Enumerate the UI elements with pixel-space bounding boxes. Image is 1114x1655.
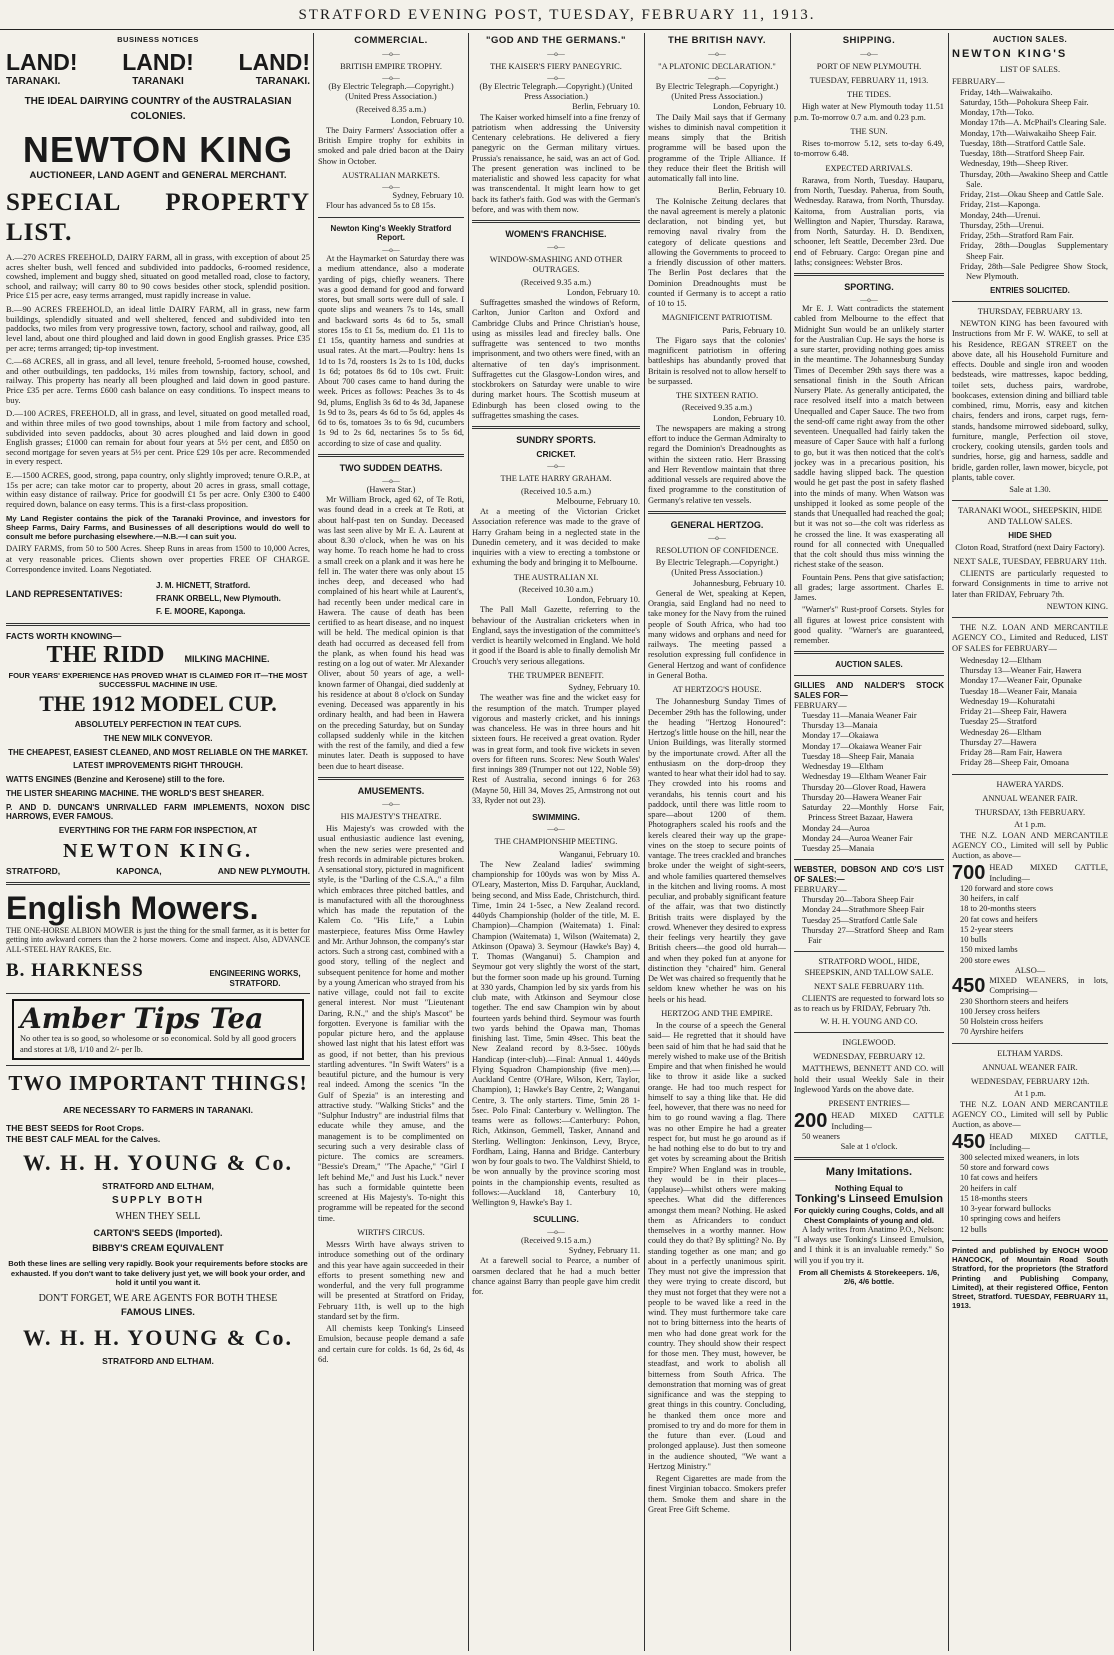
article-text: The Pall Mall Gazette, referring to the behaviour of the Australian cricketers when in England, says the investigation of the committee's verdict is heartily welcomed in England. We hold it good if the Board is able to finally demolish Mr Crouch's very serious allegations. <box>472 605 640 666</box>
stratford-eltham-2: STRATFORD AND ELTHAM. <box>102 1355 214 1366</box>
column-rule <box>948 33 949 1651</box>
english-mowers-title: English Mowers. <box>6 889 259 926</box>
supply-both: SUPPLY BOTH <box>111 1195 205 1207</box>
property-d: D.—100 ACRES, FREEHOLD, all in grass, and level, situated on good metalled road, and within three miles of two good townships, about 1 mile from factory and school, subdivided into seven paddocks, about 30 acres ploughed and laid down in good English grasses; £1000 can remain for about four years at 5½ per cent, and £850 on second mortgage for seven years at 5½ per cent. Price £29 10s per acre. Recommended in every respect. <box>6 408 310 467</box>
amber-tips-tea-ad <box>12 999 304 1060</box>
article-text: The Dairy Farmers' Association offer a British Empire trophy for exhibits in smoked and pale dried bacon at the Dairy Show in October. <box>318 125 464 166</box>
milking-machine: MILKING MACHINE. <box>184 654 270 665</box>
land-representatives: LAND REPRESENTATIVES: J. M. HICNETT, Stratford. FRANK ORBELL, New Plymouth. F. E. MOORE, Kaponga. <box>6 581 281 617</box>
both-lines-text: Both these lines are selling very rapidly. Book your requirements before stocks are exhausted. If you don't want to take delivery just yet, we will book your order, and hold it until you want it. <box>8 1259 308 1287</box>
best-seeds: THE BEST SEEDS for Root Crops. <box>6 1123 144 1134</box>
article-heading: SPORTING. <box>844 282 894 293</box>
milk-conveyor: THE NEW MILK CONVEYOR. <box>103 733 213 743</box>
column-business-notices <box>6 33 310 1651</box>
column-rule <box>790 33 791 1651</box>
amber-tips-title: Amber Tips Tea <box>20 1002 264 1036</box>
property-e: E.—1500 ACRES, good, strong, papa country, only slightly improved; tenure O.R.P., at 15s per acre; can take motor car to property, about 20 acres in grass, small cottage, within easy distance of railway. Price for goodwill £1 5s per acre. Only £300 to £400 required down, balance on easy terms. This is a first-class proposition. <box>6 470 310 509</box>
column-god-and-germans: "GOD AND THE GERMANS." —o— THE KAISER'S FIERY PANEGYRIC. —o— (By Electric Telegraph.—Copyright.) (United Press Association.) Berlin, February 10. The Kaiser worked himself into a fine frenzy of patriotism when addressing the University Centenary celebrations. He delivered a fiery panegyric on the German military virtues. Prussia's renaissance, he said, was an act of God. The present generation was inclined to be materialistic and showed less capacity for what was transcendental. It might learn how to get back its father's faith. God was with the German's before, and was with them now. WOMEN'S FRANCHISE. —o— WINDOW-SMASHING AND OTHER OUTRAGES. (Received 9.35 a.m.) London, February 10. Suffragettes smashed the windows of Reform, Carlton, Junior Carlton and Oxford and Cambridge Clubs and Prince Christian's house, using as missiles lead and firecley balls. One suffragette was sentenced to two months imprisonment, and two others were fined, with an alternative of ten day's imprisonment. Suffragettes cut the Glasgow-London wires, and stockbrokers on Saturday were unable to wire during market hours. The Scottish museum at Edinburgh has been closed owing to the suffragettes smashing the cases. SUNDRY SPORTS. CRICKET. —o— THE LATE HARRY GRAHAM. (Received 10.5 a.m.) Melbourne, February 10. At a meeting of the Victorian Cricket Association reference was made to the grave of Harry Graham being in a neglected state in the Dunedin cemetery, and it was decided to make inquiries with a view to erecting a tombstone or exhuming the body and bringing it to Melbourne. THE AUSTRALIAN XI. (Received 10.30 a.m.) London, February 10. The Pall Mall Gazette, referring to the behaviour of the Australian cricketers when in England, says the investigation of the committee's verdict is heartily welcomed in England. We hold it good if the Board is able to finally demolish Mr Crouch's very serious allegations. THE TRUMPER BENEFIT. Sydney, February 10. The weather was fine and the wicket easy for the resumption of the match. Trumper played vigorous and masterly cricket, and his innings was chanceless. He was in three hours and hit sixteen fours. He received a great ovation. Ryder was in great form, and took five wickets in seven overs for fifteen runs. Scores: New South Wales' first innings 389 (Trumper not out 122, Noble 59) Rest of Australia, second innings 6 for 263 (Mayne 50, Hill 34, Moves 25, Armstrong not out 33, Ryder not out 23). SWIMMING. —o— THE CHAMPIONSHIP MEETING. Wanganui, February 10. The New Zealand ladies' swimming championship for 100yds was won by Miss A. O'Leary, Masterton, Miss D. Farquhar, Auckland, being second, and Miss Eade, Christchurch, third. Time, 1min 24 1-5sec, a New Zealand record. 440yds Championship (holder of the title, M. E. Champion)—Champion (Waitemata) 1. Final: Champion (Waitemata) 1, Wilson (Waitemata) 2, Atkinson (Opawa) 3. Seymour (Hawke's Bay) 4, T. Thomas (Wanganui) 5. Champion and Seymour got very slightly the worst of the start, but the former soon made up his ground. Turning at 330 yards, Champion led by six yards from his club mate, with Atkinson and Seymour close together. The end saw Champion win by about fourteen yards behind third. Seymour was fourth two yards behind the Opawa man, Thomas finishing last. Time, 5min 49sec. This beat the New Zealand record by 8.3-5sec. 100yds Handicap (inter-club).—Final: Annual 1. 440yds Flying Squadron Championship (five men).—Auckland Centre (O'Hare, Wilson, Kerr, Taylor, Champion), 1; Hawke's Bay Centre, 2; Wanganui Centre, 3. The only starters. Time, 5min 28 1-5sec. Polo Final: Canterbury v. Wellington. The teams were as follows:—Canterbury: Pohon, Rich, Atkinson, Gemmell, Tasker, Annand and Sterling. Wellington: Jenkinson, Levy, Bryce, Fordham, Laing, Hanna and Bridge. Canterbury won by four goals to two. The Valdhirst Shield, to be won annually by the province scoring most points in the championship events, resulted as follows:—Auckland 18, Canterbury 10, Wellington 9, Hawke's Bay 1. SCULLING. —o— (Received 9.15 a.m.) Sydney, February 11. At a farewell social to Pearce, a number of oarsmen declared that he had a much better chance against Barry than people gave him credit for. <box>472 35 640 1297</box>
newton-king-sign: NEWTON KING. <box>62 839 254 862</box>
section-heading: BUSINESS NOTICES <box>117 35 199 44</box>
hawera-weaner-list: 230 Shorthorn steers and heifers 100 Jersey cross heifers 50 Holstein cross heifers 70 Ayrshire heifers <box>960 996 1069 1037</box>
four-years: FOUR YEARS' EXPERIENCE HAS PROVED WHAT IS CLAIMED FOR IT—THE MOST SUCCESSFUL MACHINE IN USE. <box>8 670 308 689</box>
article-text: The New Zealand ladies' swimming championship for 100yds was won by Miss A. O'Leary, Masterton, Miss D. Farquhar, Auckland, being second, and Miss Eade, Christchurch, third. Time, 1min 24 1-5sec, a New Zealand record. 440yds Championship (holder of the title, M. E. Champion)—Champion (Waitemata) 1. Final: Champion (Waitemata) 1, Wilson (Waitemata) 2, Atkinson (Opawa) 3. Seymour (Hawke's Bay) 4, T. Thomas (Wanganui) 5. Champion and Seymour got very slightly the worst of the start, but the former soon made up his ground. Turning at 330 yards, Champion led by six yards from his club mate, with Atkinson and Seymour close together. The end saw Champion win by about fourteen yards behind third. Seymour was fourth two yards behind the Opawa man, Thomas finishing last. Time, 5min 49sec. This beat the New Zealand record by 8.3-5sec. 100yds Handicap (inter-club).—Final: Annual 1. 440yds Flying Squadron Championship (five men).—Auckland Centre (O'Hare, Wilson, Kerr, Taylor, Champion), 1; Hawke's Bay Centre, 2; Wanganui Centre, 3. The only starters. Time, 5min 28 1-5sec. Polo Final: Canterbury v. Wellington. The teams were as follows:—Canterbury: Pohon, Rich, Atkinson, Gemmell, Tasker, Annand and Sterling. Wellington: Jenkinson, Levy, Bryce, Fordham, Laing, Hanna and Bridge. Canterbury won by four goals to two. The Valdhirst Shield, to be won annually by the province scoring most points in the championship events, resulted as follows:—Auckland 18, Canterbury 10, Wellington 9, Hawke's Bay 1. <box>472 859 640 1208</box>
article-heading: GENERAL HERTZOG. <box>670 519 764 530</box>
everything-farm: EVERYTHING FOR THE FARM FOR INSPECTION, AT <box>58 826 258 836</box>
imprint: Printed and published by ENOCH WOOD HANCOCK, of Mountain Road South Stratford, for the proprietors (the Stratford Printing and Publishing Company, Limited), at their registered Office, Fenton Street, Stratford. TUESDAY, FEBRUARY 11, 1913. <box>952 1245 1108 1311</box>
harkness-name: B. HARKNESS <box>6 959 144 981</box>
land-register: My Land Register contains the pick of the Taranaki Province, and investors for Sheep Farms, Dairy Farms, and Businesses of all descriptions would do well to consult me before purchasing elsewhere.—N.B.—I can suit you. <box>6 513 310 542</box>
ideal-dairying: THE IDEAL DAIRYING COUNTRY of the AUSTRALASIAN COLONIES. <box>24 96 292 123</box>
article-heading: AMUSEMENTS. <box>357 785 425 796</box>
column-shipping: SHIPPING. —o— PORT OF NEW PLYMOUTH. TUESDAY, FEBRUARY 11, 1913. THE TIDES. High water at New Plymouth today 11.51 p.m. To-morrow 0.7 a.m. and 0.23 p.m. THE SUN. Rises to-morrow 5.12, sets to-day 6.49, to-morrow 6.48. EXPECTED ARRIVALS. Rarawa, from North, Tuesday. Hauparu, from North, Tuesday. Paherua, from South, Wednesday. Rarawa, from North, Thursday. Kaitoma, from Australian ports, via Wellington and Napier, Thursday. Rarawa, from North, Saturday. H. D. Bendixen, schooner, left Seattle, December 23rd. Due end of February. Cargo: Oregan pine and laths; consignees: Webster Bros. SPORTING. —o— Mr E. J. Watt contradicts the statement cabled from Melbourne to the effect that Midnight Sun would be an unlikely starter for the Australian Cup. He says the horse is a sure starter, providing nothing goes amiss in the meantime. The Johannesburg Sunday Times of December 29th says there was a sensational finish in the South African Nursery Plate. As generally anticipated, the race resolved itself into a match between Unequalled and Caper Sauce. The two from the send-off came right away from the other seventeen. Unequalled had fairly taken the measure of Caper Sauce with half a furlong to go, but it was then noticed that the colt's jockey was in a precarious position, his saddle having slipped back. The question would he get past the post in safety flashed into the minds of many. When Watson was unshipped it looked as some people of the stands that Unequalled had reached the goal; but it was not so—the colt was riderless as he crossed the line. It was exasperating all round for all connected with Unequalled that the colt should thus miss winning the richest stake of the season. Fountain Pens. Pens that give satisfaction; all grades; large assortment. Charles E. James. "Warner's" Rust-proof Corsets. Styles for all figures at lowest price consistent with good quality. "Warner's are guaranteed, remember. AUCTION SALES. GILLIES AND NALDER'S STOCK SALES FOR— FEBRUARY— Tuesday 11—Manaia Weaner Fair Thursday 13—Manaia Monday 17—Okaiawa Monday 17—Okaiawa Weaner Fair Tuesday 18—Sheep Fair, Manaia Wednesday 19—Eltham Wednesday 19—Eltham Weaner Fair Thursday 20—Glover Road, Hawera Thursday 20—Hawera Weaner Fair Saturday 22—Monthly Horse Fair, Princess Street Bazaar, Hawera Monday 24—Auroa Monday 24—Auroa Weaner Fair Tuesday 25—Manaia WEBSTER, DOBSON AND CO'S LIST OF SALES:— FEBRUARY— Thursday 20—Tabora Sheep Fair Monday 24—Strathmore Sheep Fair Tuesday 25—Stratford Cattle Sale Thursday 27—Stratford Sheep and Ram Fair STRATFORD WOOL, HIDE, SHEEPSKIN, AND TALLOW SALE. NEXT SALE FEBRUARY 11th. CLIENTS are requested to forward lots so as to reach us by FRIDAY, February 7th. W. H. H. YOUNG AND CO. INGLEWOOD. WEDNESDAY, FEBRUARY 12. MATTHEWS, BENNETT AND CO. will hold their usual Weekly Sale in their Inglewood Yards on the above date. PRESENT ENTRIES— 200 HEAD MIXED CATTLE Including— 50 weaners Sale at 1 o'clock. Many Imitations. Nothing Equal to Tonking's Linseed Emulsion For quickly curing Coughs, Colds, and all Chest Complaints of young and old. A lady writes from Anatimo P.O., Nelson: "I always use Tonking's Linseed Emulsion, and I think it is an invaluable remedy." So will you if you try it. From all Chemists & Storekeepers. 1/6, 2/6, 4/6 bottle. <box>794 35 944 1287</box>
article-heading: AUSTRALIAN MARKETS. <box>342 170 440 180</box>
article-text: At a farewell social to Pearce, a number of oarsmen declared that he had a much better chance against Barry than people gave him credit for. <box>472 1256 640 1297</box>
section-heading: SHIPPING. <box>842 35 896 46</box>
stratford-eltham: STRATFORD AND ELTHAM, <box>102 1180 214 1191</box>
duncan-implements: P. AND D. DUNCAN'S UNRIVALLED FARM IMPLEMENTS, NOXON DISC HARROWS, EVER FAMOUS. <box>6 802 310 822</box>
property-c: C.—68 ACRES, all in grass, and all level, tenure freehold, 5-roomed house, cowshed, and other outbuildings, ten paddocks, 1½ miles from township, factory, school, and railway. This property has nearly all been ploughed and laid down in good pasture. Price £35 per acre. Terms £600 cash balance on easy conditions. To inspect means to buy. <box>6 356 310 405</box>
cartons-seeds: CARTON'S SEEDS (Imported). <box>93 1227 223 1238</box>
article-text: Mr William Brock, aged 62, of Te Roti, was found dead in a creek at Te Roti, at about half-past ten on Sunday. Deceased was last seen alive by Mr E. A. Laurent at about 8.30 o'clock, when he was on his way home. To reach home he had to cross a small creek on a plank and it was here he fell in. The water there was only about 15 inches deep, and deceased who had complained of his heart while at Laurent's, had recently been under medical care in Hawera. The cause of death has been certified to as heart disease, and no inquest will be held. The medical opinion is that death had occurred as deceased fell from the plank, as when found his head was resting on a log out of water. Mr Alexander Oliver, about 50 years of age, a well-known farmer of Ohangai, died suddenly at his residence at about 8 o'clock on Sunday evening. Deceased was apparently in his ordinary health, and had been in Hawera on the preceding Saturday, but on Sunday collapsed suddenly while in the kitchen with the rest of the family, and died a few minutes later. Death is supposed to have been due to heart disease. <box>318 495 464 771</box>
article-text: In the course of a speech the General said— He regretted that it should have been said of him that he had said that he merely wished to make use of the British Empire and that when finished he would like to throw it aside like a sucked orange. He had too much respect for himself to say a thing like that. He did feel, however, that there was no need for him to go round waving a flag. There was no other Empire he had a greater respect for, but must he go around as if he had nothing else to do but to try and get votes by screaming about the British Empire? When England was in trouble, they would be in their places—(applause)—whilst others were making speeches. What did the differences amongst them mean? Nothing. He asked them as Africanders to conduct themselves in a worthy manner. How could they do that? By splitting? No. By standing together as one man; and go about in a perfectly unanimous spirit. They must not give the impression that they were trying to create discord, but they must not forget that they were not a people to be waved like a reed in the wind. They must furthermore take care not to bring bitterness into the hearts of men who had done great work for the country. They should show their respect for those men. They must, however, be steadfast, and work to abolish all bitterness from South Africa. The demonstration that morning was of great significance and was the stepping to great things in this country. Concluding, he thanked them once more and promised to try and do more for them in the future than ever. (Loud and prolonged applause). Just then someone in the audience shouted, "We want a Hertzog Ministry." <box>648 1021 786 1471</box>
property-b: B.—90 ACRES FREEHOLD, an ideal little DAIRY FARM, all in grass, new farm buildings, splendidly situated and well sheltered, fenced and subdivided into ten paddocks, two miles from very progressive town, factory, school and railway, good, all level land, about one third ploughed and laid down in good English grasses. Price £35 per acre; terms arranged; tip-top investment. <box>6 304 310 353</box>
article-heading: WOMEN'S FRANCHISE. <box>505 229 607 240</box>
article-text: At the Haymarket on Saturday there was a medium attendance, also a moderate yarding of pigs, chiefly weaners. There was a good demand for good and forward stores, but small sorts were dull of sale. I quote slips and weaners 7s to 14s, small and backward sorts 4s 6d to 5s, small stores 15s to £1 5s, medium do. £1 11s to £1 15s, quantity harness and sundries at usual rates. At the mart.—Poultry: hens 1s 1d to 1s 7d, roosters 1s 2s to 1s 10d, ducks 1s 6d; potatoes 8s 6d to 10s cwt. Fruit: About 700 cases came to hand during the week. Prices as follows: Peaches 3s to 4s 9d, plums, English 3s 6d to 4s 3d, Japanese 1s 9d to 3s, pears 4s 6d to 5s 6d, apples 4s 6d to 6s, tomatoes 3s to 6s 9d, cucumbers 1s 9d to 2s 6d, nectarines 5s to 5s 6d, according to size of case and quality. <box>318 254 464 448</box>
bibbys-cream: BIBBY'S CREAM EQUIVALENT <box>92 1242 224 1253</box>
whh-young-title: W. H. H. YOUNG & Co. <box>23 1149 293 1175</box>
article-heading: AUCTION SALES. <box>835 660 903 670</box>
column-british-navy: THE BRITISH NAVY. —o— "A PLATONIC DECLARATION." —o— By Electric Telegraph.—Copyright.) (United Press Association.) London, February 10. The Daily Mail says that if Germany wishes to diminish naval competition it means simply that the British programme will be based upon the programme of the Triple Alliance. If they reduce their fleet the British will automatically fall into line. Berlin, February 10. The Kolnische Zeitung declares that the naval agreement is merely a platonic declaration, not binding yet, but removing naval rivalry from the category of delicate questions and allowing the Governments to proceed to a friendly discussion of other matters. The Berlin Post declares that the Dominion Dreadnoughts must be counted if Germany is to accept a ratio of 10 to 15. MAGNIFICENT PATRIOTISM. Paris, February 10. The Figaro says that the colonies' magnificent patriotism in offering battleships has abundantly proved that Britain is resolved not to allow herself to be surpassed. THE SIXTEEN RATIO. (Received 9.35 a.m.) London, February 10. The newspapers are making a strong effort to induce the German Admiralty to regard the Dominion's Dreadnoughts as within the sixteen ratio. Herr Brassing and Herr Reventlow maintain that three additional vessels are required above the fixed programme to the constitution of Germany's relative ten vessels. GENERAL HERTZOG. —o— RESOLUTION OF CONFIDENCE. By Electric Telegraph.—Copyright.) (United Press Association.) Johannesburg, February 10. General de Wet, speaking at Kepen, Orangia, said England had no need to take money for the Navy from the ruined people of South Africa, who had too many widows and orphans and need for railways. The meeting passed a resolution expressing full confidence in General Hertzog and want of confidence in General Botha. AT HERTZOG'S HOUSE. The Johannesburg Sunday Times of December 29th has the following, under the heading "Hertzog Honoured": Hertzog's little house on the hill, near the Union Buildings, was literally stormed by the importunate crowd. After all the enthusiasm on the dorp-droop they wanted to hear what their idol had to say. They crowded into his rooms and verandahs, his tennis court and his paddock, until there was little room to spare—about 1200 of them. Photographers scaled his roofs and the kerels cleared their way up the grape-vines on the stoep to secure points of vantage. The trees crackled and branches broke under the weight of sight-seers, and whole families quartered themselves in the kitchen and living rooms. A most peculiar, and probably significant feature of the affair, was that two distinctly British traits were displayed by the crowd. Whenever they desired to express their feelings very heartily they gave British cheers—the good old hurrah—and when they poked fun at anyone for distinction they "chaired" him. General De Wet was chaired so frequently that he seldom knew whether he was on his heels or his head. HERTZOG AND THE EMPIRE. In the course of a speech the General said— He regretted that it should have been said of him that he had said that he merely wished to make use of the British Empire and that when finished he would like to throw it aside like a sucked orange. He had too much respect for himself to say a thing like that. He did feel, however, that there was no need for him to go round waving a flag. There was no other Empire he had a greater respect for, but must he go around as if he had nothing else to do but to try and get votes by screaming about the British Empire? When England was in trouble, they would be in their places—(applause)—whilst others were making speeches. What did the differences amongst them mean? Nothing. He asked them as Africanders to conduct themselves in a worthy manner. How could they do that? By splitting? No. By standing together as one man; and go about in a perfectly unanimous spirit. They must not give the impression that they were trying to create discord, but they must not forget that they were not a people to be waved like a reed in the wind. They must furthermore take care not to bring bitterness into the hearts of men who had done great work for the country. They should show their respect for those men. They must, however, be steadfast, and work to abolish all bitterness from South Africa. The demonstration that morning was of great significance and was the stepping to great things in this country. Concluding, he thanked them once more and promised to try and do more for them in the future than ever. (Loud and prolonged applause). Just then someone in the audience shouted, "We want a Hertzog Ministry." Regent Cigarettes are made from the finest Virginian tobacco. Smokers prefer them. Smoke them and share in the Great Free Gift Scheme. <box>648 35 786 1514</box>
column-rule <box>468 33 469 1651</box>
column-commercial: COMMERCIAL. —o— BRITISH EMPIRE TROPHY. —o— (By Electric Telegraph.—Copyright.) (United Press Association.) (Received 8.35 a.m.) London, February 10. The Dairy Farmers' Association offer a British Empire trophy for exhibits in smoked and pale dried bacon at the Dairy Show in October. AUSTRALIAN MARKETS. —o— Sydney, February 10. Flour has advanced 5s to £8 15s. Newton King's Weekly Stratford Report. —o— At the Haymarket on Saturday there was a medium attendance, also a moderate yarding of pigs, chiefly weaners. There was a good demand for good and forward stores, but small sorts were dull of sale. I quote slips and weaners 7s to 14s, small and backward sorts 4s 6d to 5s, small stores 15s to £1 5s, medium do. £1 11s to £1 15s, quantity harness and sundries at usual rates. At the mart.—Poultry: hens 1s 1d to 1s 7d, roosters 1s 2s to 1s 10d, ducks 1s 6d; potatoes 8s 6d to 10s cwt. Fruit: About 700 cases came to hand during the week. Prices as follows: Peaches 3s to 4s 9d, plums, English 3s 6d to 4s 3d, Japanese 1s 9d to 3s, pears 4s 6d to 5s 6d, apples 4s 6d to 6s, tomatoes 3s to 6s 9d, cucumbers 1s 9d to 2s 6d, nectarines 5s to 5s 6d, according to size of case and quality. TWO SUDDEN DEATHS. —o— (Hawera Star.) Mr William Brock, aged 62, of Te Roti, was found dead in a creek at Te Roti, at about half-past ten on Sunday. Deceased was last seen alive by Mr E. A. Laurent at about 8.30 o'clock, when he was on his way home. To reach home he had to cross a small creek on a plank and it was here he fell in. The water there was only about 15 inches deep, and deceased who had complained of his heart while at Laurent's, had recently been under medical care in Hawera. The cause of death has been certified to as heart disease, and no inquest will be held. The medical opinion is that death had occurred as deceased fell from the plank, as when found his head was resting on a log out of water. Mr Alexander Oliver, about 50 years of age, a well-known farmer of Ohangai, died suddenly at his residence at about 8 o'clock on Sunday evening. Deceased was apparently in his ordinary health, and had been in Hawera on the preceding Saturday, but on Sunday collapsed suddenly while in the kitchen with the rest of the family, and died a few minutes later. Death is supposed to have been due to heart disease. AMUSEMENTS. —o— HIS MAJESTY'S THEATRE. His Majesty's was crowded with the usual enthusiastic audience last evening, when the new series were presented and fresh records in admirable pictures broken. A sensational story, pictured in magnificent style, is the "Darling of the C.S.A.," a film which embraces three pitched battles, and is manufactured with all the thoroughness which has made the reputation of the Kalem Co. "His Life," a Lubin masterpiece, features Miss Orme Hawley and Mr. Arthur Johnson, the company's star actors. Such a strong cast, combined with a good story, telling of the neglect and subsequent penitence for home and mother by a young American who strayed from his native village, could not fail to excite general interest. Nor must "Lieutenant Daring, R.N.," and the ship's Mascot" be forgotten. Everyone is familiar with the popular picture hero, and the applause showed last night that his latest effort was as good, if not better, than his previous startling adventures. "In Swift Waters" is a beautiful picture, and the humour is very real indeed. Among the scenics "In the Gulf of Spezia" is an interesting and attractive study. "Walking Sticks" and the "Sulphur Industry" are industrial films that educate while they amuse, and the management is to be complimented on securing such a very desirable class of picture. The comics are screamers. "Bessie's Dream," "The Apache," "Girl I left behind Me," and Just his Luck." never has such a formidable quintette been screened at His Majesty's. To-night this programme will be repeated for the second time. WIRTH'S CIRCUS. Messrs Wirth have always striven to introduce something out of the ordinary and this year have again succeeded in their efforts to present something new and wonderful, and the very full programme will be presented at Stratford on Friday, February 11th, is well up to the high standard set by the firm. All chemists keep Tonking's Linseed Emulsion, because people demand a safe and certain cure for colds. 1s 6d, 2s 6d, 4s 6d. <box>318 35 464 1364</box>
necessary-farmers: ARE NECESSARY TO FARMERS IN TARANAKI. <box>62 1104 253 1115</box>
section-heading: AUCTION SALES. <box>992 35 1068 44</box>
section-heading: THE BRITISH NAVY. <box>667 35 767 46</box>
article-text: Mr E. J. Watt contradicts the statement cabled from Melbourne to the effect that Midnight Sun would be an unlikely starter for the Australian Cup. He says the horse is a sure starter, providing nothing goes amiss in the meantime. The Johannesburg Sunday Times of December 29th says there was a sensational finish in the South African Nursery Plate. As generally anticipated, the race resolved itself into a match between Unequalled and Caper Sauce. The two from the send-off came right away from the other seventeen. Unequalled had fairly taken the measure of Caper Sauce with half a furlong to go, but it was then noticed that the colt's jockey was in a precarious position, his saddle having slipped back. The question would he get past the post in safety flashed into the minds of many. When Watson was unshipped it looked as some people of the stands that Unequalled had reached the goal; but it was not so—the colt was riderless as he crossed the line. It was exasperating all round for all connected with Unequalled that the colt should thus miss winning the richest stake of the season. <box>794 304 944 570</box>
article-text: Messrs Wirth have always striven to introduce something out of the ordinary and this year have again succeeded in their efforts to present something new and wonderful, and the very full programme will be presented at Stratford on Friday, February 11th, is well up to the high standard set by the firm. <box>318 1240 464 1321</box>
section-heading: "GOD AND THE GERMANS." <box>486 35 626 46</box>
column-rule <box>313 33 314 1651</box>
article-text: All chemists keep Tonking's Linseed Emulsion, because people demand a safe and certain cure for colds. 1s 6d, 2s 6d, 4s 6d. <box>318 1324 464 1364</box>
special-property-title: SPECIAL PROPERTY LIST. <box>6 188 310 247</box>
newton-king-title: NEWTON KING <box>22 129 294 171</box>
article-text: The Johannesburg Sunday Times of December 29th has the following, under the heading "Hertzog Honoured": Hertzog's little house on the hill, near the Union Buildings, was literally stormed by the importunate crowd. After all the enthusiasm on the dorp-droop they wanted to hear what their idol had to say. They crowded into his rooms and verandahs, his tennis court and his paddock, until there was little room to spare—about 1200 of them. Photographers scaled his roofs and the kerels cleared their way up the grape-vines on the stoep to secure points of vantage. The trees crackled and branches broke under the weight of sight-seers, and whole families quartered themselves in the kitchen and living rooms. A most peculiar, and probably significant feature of the affair, was that two distinctly British traits were displayed by the crowd. Whenever they desired to express their feelings very heartily they gave British cheers—the good old hurrah—and when they poked fun at anyone for distinction they "chaired" him. General De Wet was chaired so frequently that he seldom knew whether he was on his heels or his head. <box>648 697 786 1004</box>
when-they-sell: WHEN THEY SELL <box>115 1211 201 1223</box>
facts-worth-knowing: FACTS WORTH KNOWING— <box>6 631 122 642</box>
property-list <box>6 253 310 510</box>
article-text: The Kolnische Zeitung declares that the naval agreement is merely a platonic declaration, not binding yet, but removing naval rivalry from the category of delicate questions and allowing the Governments to proceed to a friendly discussion of other matters. The Berlin Post declares that the Dominion Dreadnoughts must be counted if Germany is to accept a ratio of 10 to 15. <box>648 196 786 309</box>
webster-sale-list: Thursday 20—Tabora Sheep Fair Monday 24—Strathmore Sheep Fair Tuesday 25—Stratford Cattle Sale Thursday 27—Stratford Sheep and Ram Fair <box>802 895 944 946</box>
tonkings-title: Tonking's Linseed Emulsion <box>795 1193 943 1206</box>
mower-text: THE ONE-HORSE ALBION MOWER is just the thing for the small farmer, as it is better for getting into awkward corners than the 2 horse mowers. Come and inspect. Also, ADVANCE ALL-STEEL HAY RAKES, Etc. <box>6 925 310 955</box>
model-cup: THE 1912 MODEL CUP. <box>39 691 277 717</box>
dairy-farms: DAIRY FARMS, from 50 to 500 Acres. Sheep Runs in areas from 1500 to 10,000 Acres, at very reasonable prices. Clients shown over properties FREE OF CHARGE. Correspondence invited. Loans Negotiated. <box>6 544 310 574</box>
ridd-title: THE RIDD <box>46 642 165 669</box>
article-text: The Figaro says that the colonies' magnificent patriotism in offering battleships has abundantly proved that Britain is resolved not to allow herself to be surpassed. <box>648 335 786 386</box>
improvements: LATEST IMPROVEMENTS RIGHT THROUGH. <box>73 761 243 771</box>
article-text: The Daily Mail says that if Germany wishes to diminish naval competition it means simply that the British programme will be based upon the programme of the Triple Alliance. If they reduce their fleet the British will automatically fall into line. <box>648 112 786 184</box>
amber-tips-text: No other tea is so good, so wholesome or so economical. Sold by all good grocers and stores at 1/8, 1/10 and 2/- per lb. <box>20 1034 296 1054</box>
article-text: His Majesty's was crowded with the usual enthusiastic audience last evening, when the new series were presented and fresh records in admirable pictures broken. A sensational story, pictured in magnificent style, is the "Darling of the C.S.A.," a film which embraces three pitched battles, and is manufactured with all the thoroughness which has made the reputation of the Kalem Co. "His Life," a Lubin masterpiece, features Miss Orme Hawley and Mr. Arthur Johnson, the company's star actors. Such a strong cast, combined with a good story, telling of the neglect and subsequent penitence for home and mother by a young American who strayed from his native village, could not fail to excite general interest. Nor must "Lieutenant Daring, R.N.," and the ship's Mascot" be forgotten. Everyone is familiar with the popular picture hero, and the applause showed last night that his latest effort was as good, if not better, than his previous startling adventures. "In Swift Waters" is a beautiful picture, and the humour is very real indeed. Among the scenics "In the Gulf of Spezia" is an interesting and attractive study. "Walking Sticks" and the "Sulphur Industry" are industrial films that educate while they amuse, and the management is to be complimented on securing such a very desirable class of picture. The comics are screamers. "Bessie's Dream," "The Apache," "Girl I left behind Me," and Just his Luck." never has such a formidable quintette been screened at His Majesty's. To-night this programme will be repeated for the second time. <box>318 824 464 1223</box>
two-important-things: TWO IMPORTANT THINGS! <box>8 1071 308 1096</box>
newton-king-sale-list: Friday, 14th—Waiwakaiho. Saturday, 15th—Pohokura Sheep Fair. Monday, 17th—Toko. Monday 17th—A. McPhail's Clearing Sale. Monday, 17th—Waiwakaiho Sheep Fair. Tuesday, 18th—Stratford Cattle Sale. Tuesday, 18th—Stratford Sheep Fair. Wednesday, 19th—Sheep River. Thursday, 20th—Awakino Sheep and Cattle Sale. Friday, 21st—Okau Sheep and Cattle Sale. Friday, 21st—Kaponga. Monday, 24th—Urenui. Thursday, 25th—Urenui. Friday, 25th—Stratford Ram Fair. Friday, 28th—Douglas Supplementary Sheep Fair. Friday, 28th—Sale Pedigree Show Stock, New Plymouth. <box>960 87 1108 282</box>
places: STRATFORD, KAPONCA, AND NEW PLYMOUTH. <box>6 866 310 877</box>
cheapest: THE CHEAPEST, EASIEST CLEANED, AND MOST RELIABLE ON THE MARKET. <box>8 747 308 757</box>
property-a: A.—270 ACRES FREEHOLD, DAIRY FARM, all in grass, with exception of about 25 acres shelter bush, well fenced and subdivided into paddocks, 6-roomed residence, cowshed, implement and buggy shed, situated on good metalled road, close to factory, school, and railway; will carry 80 to 90 cows besides other stock, splendid position. Price £15 per acre, easy terms arranged, must rapidly increase in value. <box>6 251 310 301</box>
eltham-cattle-list: 300 selected mixed weaners, in lots 50 store and forward cows 10 fat cows and heifers 20 heifers in calf 15 18-months steers 10 3-year forward bullocks 10 springing cows and heifers 12 bulls <box>960 1152 1080 1234</box>
column-auction-sales: AUCTION SALES. NEWTON KING'S LIST OF SALES. FEBRUARY— Friday, 14th—Waiwakaiho. Saturday, 15th—Pohokura Sheep Fair. Monday, 17th—Toko. Monday 17th—A. McPhail's Clearing Sale. Monday, 17th—Waiwakaiho Sheep Fair. Tuesday, 18th—Stratford Cattle Sale. Tuesday, 18th—Stratford Sheep Fair. Wednesday, 19th—Sheep River. Thursday, 20th—Awakino Sheep and Cattle Sale. Friday, 21st—Okau Sheep and Cattle Sale. Friday, 21st—Kaponga. Monday, 24th—Urenui. Thursday, 25th—Urenui. Friday, 25th—Stratford Ram Fair. Friday, 28th—Douglas Supplementary Sheep Fair. Friday, 28th—Sale Pedigree Show Stock, New Plymouth. ENTRIES SOLICITED. THURSDAY, FEBRUARY 13. NEWTON KING has been favoured with Instructions from Mr F. W. WAKE, to sell at his Residence, REGAN STREET on the above date, all his Household Furniture and effects. Double and single iron and wooden bedsteads, wire mattresses, kapoc bedding, toilet sets, duchess pairs, wardrobe, bookcases, extension dining and billiard table combined, rimu, Morris, easy and kitchen chairs, fenders and irons, carpet rugs, fern-stands, handsome mirrowed sideboard, sulky, furniture, mangle, Perfection oil stove, crockery, cooking utensils, garden tools and sundries, horse, gig and harness, saddle and bridle, garden roller, lawn mower, bicycle, pot plants, table cover. Sale at 1.30. TARANAKI WOOL, SHEEPSKIN, HIDE AND TALLOW SALES. HIDE SHED Cloton Road, Stratford (next Dairy Factory). NEXT SALE, TUESDAY, FEBRUARY 11th. CLIENTS are particularly requested to forward Consignments in time to arrive not later than FRIDAY, February 7th. NEWTON KING. THE N.Z. LOAN AND MERCANTILE AGENCY CO., Limited and Reduced, LIST OF SALES for FEBRUARY— Wednesday 12—Eltham Thursday 13—Weaner Fair, Hawera Monday 17—Weaner Fair, Opunake Tuesday 18—Weaner Fair, Manaia Wednesday 19—Kohuratahi Friday 21—Sheep Fair, Hawera Tuesday 25—Stratford Wednesday 26—Eltham Thursday 27—Hawera Friday 28—Ram Fair, Hawera Friday 28—Sheep Fair, Omoana HAWERA YARDS. ANNUAL WEANER FAIR. THURSDAY, 13th FEBRUARY. At 1 p.m. THE N.Z. LOAN AND MERCANTILE AGENCY CO., Limited will sell by Public Auction, as above— 700 HEAD MIXED CATTLE, Including— 120 forward and store cows 30 heifers, in calf 18 to 20-months steers 20 fat cows and heifers 15 2-year steers 10 bulls 150 mixed lambs 200 store ewes ALSO— 450 MIXED WEANERS, in lots, Comprising— 230 Shorthorn steers and heifers 100 Jersey cross heifers 50 Holstein cross heifers 70 Ayrshire heifers ELTHAM YARDS. ANNUAL WEANER FAIR. WEDNESDAY, FEBRUARY 12th. At 1 p.m. THE N.Z. LOAN AND MERCANTILE AGENCY CO., Limited will sell by Public Auction, as above— 450 HEAD MIXED CATTLE, Including— 300 selected mixed weaners, in lots 50 store and forward cows 10 fat cows and heifers 20 heifers in calf 15 18-months steers 10 3-year forward bullocks 10 springing cows and heifers 12 bulls Printed and published by ENOCH WOOD HANCOCK, of Mountain Road South Stratford, for the proprietors (the Stratford Printing and Publishing Company, Limited), at their registered Office, Fenton Street, Stratford. TUESDAY, FEBRUARY 11, 1913. <box>952 35 1108 1311</box>
auctioneer-line: AUCTIONEER, LAND AGENT and GENERAL MERCHANT. <box>29 170 287 182</box>
watts-engines: WATTS ENGINES (Benzine and Kerosene) still to the fore. <box>6 775 225 785</box>
article-text: The Kaiser worked himself into a fine frenzy of patriotism when addressing the University Centenary celebrations. He delivered a fiery panegyric on the German military virtues. Prussia's renaissance, he said, was an act of God. The present generation was inclined to be materialistic and showed less capacity for what was transcendental. It might learn how to get back its father's faith. God was with the German's before, and was with them now. <box>472 112 640 214</box>
teat-cups: ABSOLUTELY PERFECTION IN TEAT CUPS. <box>74 720 242 730</box>
article-text: At a meeting of the Victorian Cricket Association reference was made to the grave of Harry Graham being in a neglected state in the Dunedin cemetery, and it was decided to make inquiries with a view to erecting a tombstone or exhuming the body and bringing it to Melbourne. <box>472 507 640 568</box>
section-heading: COMMERCIAL. <box>354 35 428 46</box>
article-text: Flour has advanced 5s to £8 15s. <box>326 201 436 211</box>
article-heading: SUNDRY SPORTS. <box>516 435 596 446</box>
article-heading: BRITISH EMPIRE TROPHY. <box>340 61 442 71</box>
lister-shearing: THE LISTER SHEARING MACHINE. THE WORLD'S BEST SHEARER. <box>6 788 264 798</box>
whh-young-title-2: W. H. H. YOUNG & Co. <box>23 1324 293 1350</box>
article-text: The weather was fine and the wicket easy for the resumption of the match. Trumper played vigorous and masterly cricket, and his innings was chanceless. He was in three hours and hit sixteen fours. He received a great ovation. Ryder was in great form, and took five wickets in seven overs for fifteen runs. Scores: New South Wales' first innings 389 (Trumper not out 122, Noble 59) Rest of Australia, second innings 6 for 263 (Mayne 50, Hill 34, Moves 25, Armstrong not out 33, Ryder not out 23). <box>472 693 640 805</box>
gillies-sale-list: Tuesday 11—Manaia Weaner Fair Thursday 13—Manaia Monday 17—Okaiawa Monday 17—Okaiawa Weaner Fair Tuesday 18—Sheep Fair, Manaia Wednesday 19—Eltham Wednesday 19—Eltham Weaner Fair Thursday 20—Glover Road, Hawera Thursday 20—Hawera Weaner Fair Saturday 22—Monthly Horse Fair, Princess Street Bazaar, Hawera Monday 24—Auroa Monday 24—Auroa Weaner Fair Tuesday 25—Manaia <box>802 710 944 854</box>
nz-loan-sale-list: Wednesday 12—Eltham Thursday 13—Weaner Fair, Hawera Monday 17—Weaner Fair, Opunake Tuesday 18—Weaner Fair, Manaia Wednesday 19—Kohuratahi Friday 21—Sheep Fair, Hawera Tuesday 25—Stratford Wednesday 26—Eltham Thursday 27—Hawera Friday 28—Ram Fair, Hawera Friday 28—Sheep Fair, Omoana <box>960 655 1082 768</box>
taranaki-banner: TARANAKI. TARANAKI TARANAKI. <box>6 76 310 88</box>
famous-lines: FAMOUS LINES. <box>121 1307 195 1319</box>
article-text: Suffragettes smashed the windows of Reform, Carlton, Junior Carlton and Oxford and Cambridge Clubs and Prince Christian's house, using as missiles lead and firecley balls. One suffragette was sentenced to two months imprisonment, and two others were fined, with an alternative of ten day's imprisonment. Suffragettes cut the Glasgow-London wires, and stockbrokers on Saturday were unable to wire during market hours. The Scottish museum at Edinburgh has been closed owing to the suffragettes smashing the cases. <box>472 298 640 420</box>
dont-forget: DON'T FORGET, WE ARE AGENTS FOR BOTH THESE <box>38 1293 278 1305</box>
land-banner: LAND! LAND! LAND! <box>6 49 310 76</box>
article-text: Regent Cigarettes are made from the finest Virginian tobacco. Smokers prefer them. Smoke them and share in the Great Free Gift Scheme. <box>648 1474 786 1514</box>
hawera-cattle-list: 120 forward and store cows 30 heifers, in calf 18 to 20-months steers 20 fat cows and heifers 15 2-year steers 10 bulls 150 mixed lambs 200 store ewes <box>960 883 1054 965</box>
article-text: General de Wet, speaking at Kepen, Orangia, said England had no need to take money for the Navy from the ruined people of South Africa, who had too many widows and orphans and need for railways. The meeting passed a resolution expressing full confidence in General Hertzog and want of confidence in General Botha. <box>648 588 786 680</box>
masthead: STRATFORD EVENING POST, TUESDAY, FEBRUARY 11, 1913. <box>0 0 1114 30</box>
best-calf-meal: THE BEST CALF MEAL for the Calves. <box>6 1133 161 1144</box>
article-heading: TWO SUDDEN DEATHS. <box>339 462 443 473</box>
article-heading: Newton King's Weekly Stratford Report. <box>330 223 452 243</box>
article-text: The newspapers are making a strong effort to induce the German Admiralty to regard the Dominion's Dreadnoughts as within the sixteen ratio. Herr Brassing and Herr Reventlow maintain that three additional vessels are required above the fixed programme to the constitution of Germany's relative ten vessels. <box>648 423 786 505</box>
column-rule <box>644 33 645 1651</box>
engineering-works: ENGINEERING WORKS, STRATFORD. <box>209 968 301 988</box>
